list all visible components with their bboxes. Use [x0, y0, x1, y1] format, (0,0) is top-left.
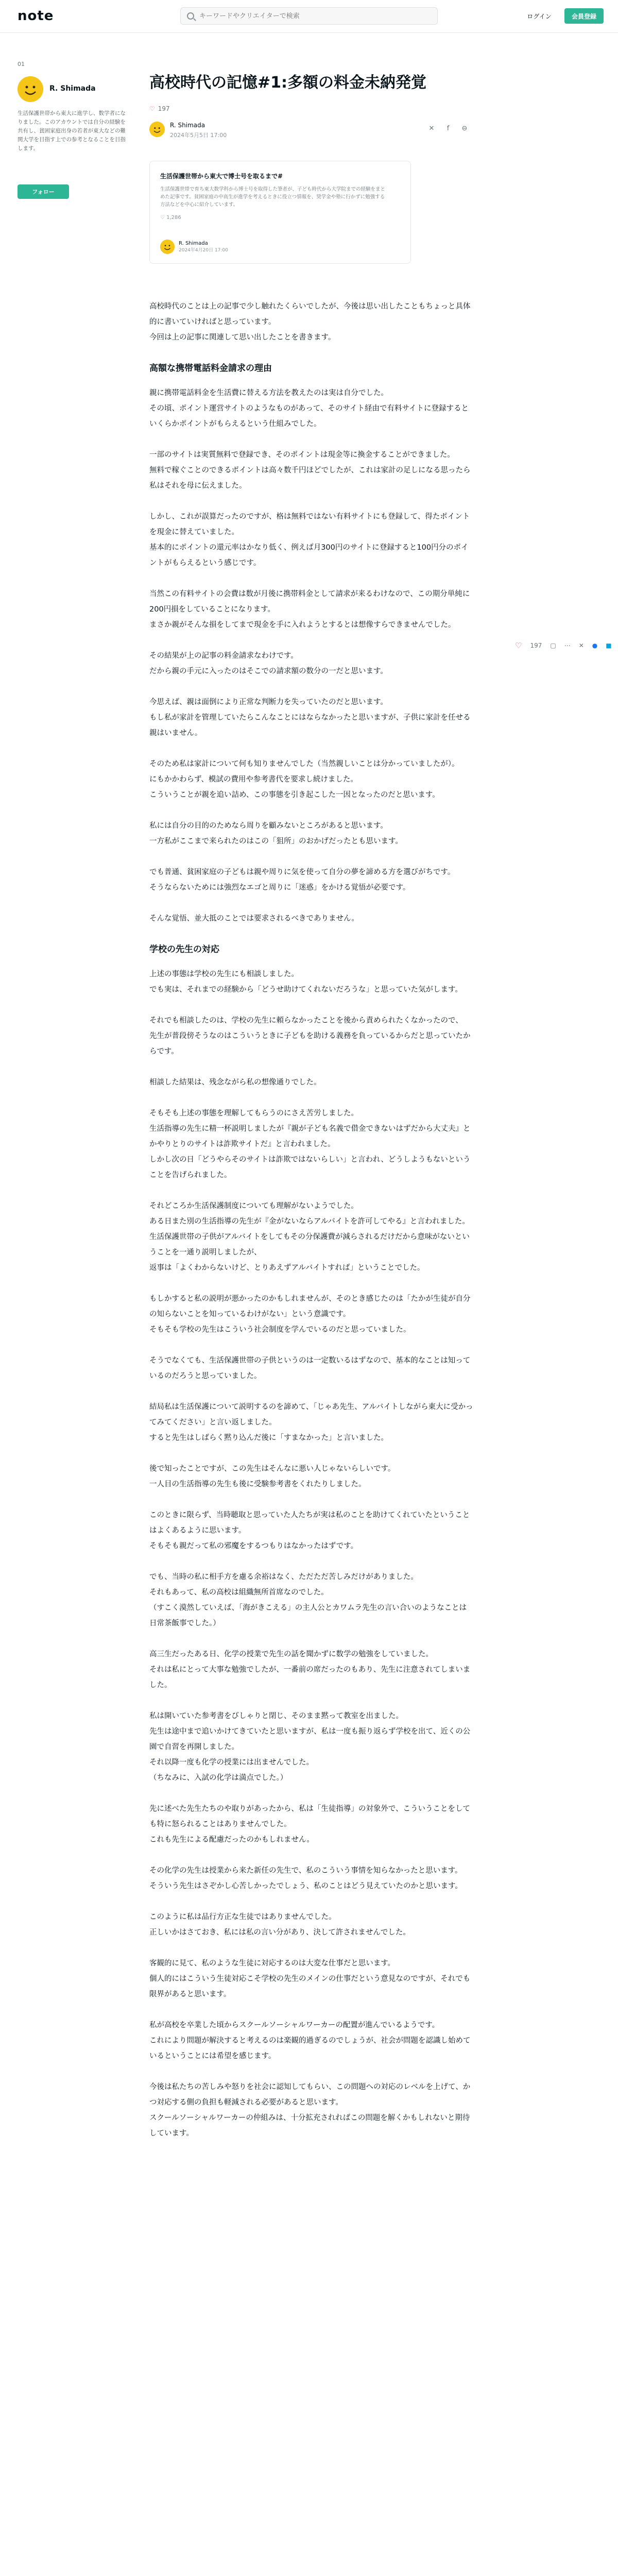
section1-heading: 高額な携帯電話料金請求の理由: [149, 363, 272, 374]
embed-date: 2024年4月20日 17:00: [179, 248, 228, 253]
section1-content: [149, 385, 474, 926]
search-box[interactable]: [180, 7, 438, 25]
publish-date: 2024年5月5日 17:00: [170, 132, 227, 139]
paragraph: 上述の事態は学校の先生にも相談しました。 でも実は、それまでの経験から「どうせ助けてくれないだろうな」と思っていた気がします。: [149, 970, 462, 994]
paragraph: それでも相談したのは、学校の先生に頼らなかったことを後から責められたくなかったので、 先生が普段傍そうなのはこういうときに子どもを助ける義務を負っているからだと思っていたからです。: [149, 1016, 471, 1056]
paragraph: そうでなくても、生活保護世帯の子供というのは一定数いるはずなので、基本的なことは知っているのだろうと思っていました。: [149, 1357, 471, 1380]
floating-action-bar: [515, 641, 612, 650]
more-icon[interactable]: ⋯: [564, 642, 571, 649]
paragraph: 結局私は生活保護について説明するのを諦めて、「じゃあ先生、アルバイトしながら東大に受かってみてください」と言い返しました。 すると先生はしばらく黙り込んだ後に「すまなかった」と言いました。: [149, 1403, 473, 1442]
paragraph: そもそも上述の事態を理解してもらうのにさえ苦労しました。 生活指導の先生に精一杯説明しましたが『親が子ども名義で借金できないはずだから大丈夫』とかやりとりのサイトは詐欺サイトだ』と言われました。 しかし次の日「どうやらそのサイトは詐欺ではないらしい」と言われ、どうしようもないということを告げられました。: [149, 1109, 471, 1179]
paragraph: 私が高校を卒業した頃からスクールソーシャルワーカーの配置が進んでいるようです。 これにより問題が解決すると考えるのは楽観的過ぎるのでしょうが、社会が問題を認識し始めているということには希望を感じます。: [149, 2021, 471, 2060]
section2-content: [149, 967, 474, 2141]
article-likes[interactable]: [149, 105, 170, 112]
paragraph: 先に述べた先生たちのや取りがあったから、私は「生徒指導」の対象外で、こういうことをしても特に怒られることはありませんでした。 これも先生による配慮だったのかもしれません。: [149, 1805, 471, 1844]
paragraph: もしかすると私の説明が悪かったのかもしれませんが、そのとき感じたのは「たかが生徒が自分の知らないことを知っているわけがない」という意識です。 そもそも学校の先生はこういう社会制度を学んでいるのだと思っていました。: [149, 1295, 471, 1334]
hatena-icon[interactable]: ■: [606, 642, 612, 649]
paragraph: 高三生だったある日、化学の授業で先生の話を聞かずに数学の勉強をしていました。 それは私にとって大事な勉強でしたが、一番前の席だったのもあり、先生に注意されてしまいました。: [149, 1650, 471, 1689]
x-icon[interactable]: ✕: [578, 642, 584, 649]
embed-title: 生活保護世帯から東大で博士号を取るまで#: [160, 173, 283, 180]
float-like-count: 197: [530, 642, 542, 649]
paragraph: 今思えば、親は面倒により正常な判断力を失っていたのだと思います。 もし私が家計を管理していたらこんなことにはならなかったと思いますが、子供に家計を任せる親はいません。: [149, 698, 471, 737]
paragraph: 一部のサイトは実質無料で登録でき、そのポイントは現金等に換金することができました。 無料で稼ぐことのできるポイントは高々数千円ほどでしたが、これは家計の足しになる思ったら私はそれを母に伝えました。: [149, 451, 471, 490]
paragraph: 後で知ったことですが、この先生はそんなに悪い人じゃないらしいです。 一人目の生活指導の先生も後に受験参考書をくれたりしました。: [149, 1465, 396, 1488]
search-input[interactable]: [199, 12, 426, 20]
section2-heading: 学校の先生の対応: [149, 944, 219, 955]
share-icons: [427, 125, 469, 132]
like-count: 197: [158, 105, 170, 112]
article-title: 高校時代の記憶#1:多額の料金未納発覚: [149, 74, 427, 92]
login-button[interactable]: ログイン: [520, 8, 558, 24]
paragraph: 高校時代のことは上の記事で少し触れたくらいでしたが、今後は思い出したこともちょっと具体的に書いていければと思っています。 今回は上の記事に関連して思い出したことを書きます。: [149, 302, 471, 342]
comment-icon[interactable]: ▢: [550, 642, 556, 649]
paragraph: 私は開いていた参考書をびしゃりと閉じ、そのまま黙って教室を出ました。 先生は途中まで追いかけてきていたと思いますが、私は一度も振り返らず学校を出て、近くの公園で自習を再開しました。 それ以降一度も化学の授業には出ませんでした。 （ちなみに、入試の化学は満点でした。）: [149, 1712, 471, 1782]
paragraph: 親に携帯電話料金を生活費に替える方法を教えたのは実は自分でした。 その頃、ポイント運営サイトのようなものがあって、そのサイト経由で有料サイトに登録するといくらかポイントがもらえるという仕組みでした。: [149, 389, 469, 428]
sidebar-label: 01: [18, 61, 25, 67]
paragraph: しかし、これが誤算だったのですが、格は無料ではない有料サイトにも登録して、得たポイントを現金に替えていました。 基本的にポイントの還元率はかなり低く、例えば月300円のサイトに登録すると100円分のポイントがもらえるという感じです。: [149, 513, 470, 567]
note-logo[interactable]: note: [18, 8, 54, 24]
heart-icon: ♡: [149, 105, 155, 112]
paragraph: 当然この有料サイトの会費は数が月後に携帯料金として請求が来るわけなので、この期分単純に200円損をしていることになります。 まさか親がそんな損をしてまで現金を手に入れようとするとは想像すらできませんでした。: [149, 590, 470, 629]
top-bar: [0, 0, 618, 33]
paragraph: そのため私は家計について何も知りませんでした（当然親しいことは分かっていましたが）。 にもかかわらず、模試の費用や参考書代を要求し続けました。 こういうことが親を追い詰め、この事態を引き起こした一因となったのだと思います。: [149, 760, 459, 799]
author-avatar[interactable]: [18, 76, 43, 102]
embed-author: [160, 240, 228, 254]
embed-author-avatar: [160, 240, 175, 254]
embedded-article-card[interactable]: [149, 161, 411, 264]
paragraph: 今後は私たちの苦しみや怒りを社会に認知してもらい、この問題への対応のレベルを上げて、かつ対応する側の負担も軽減される必要があると思います。 スクールソーシャルワーカーの仲組みは、十分拡充されればこの問題を解くかもしれないと期待しています。: [149, 2083, 471, 2138]
paragraph: 客観的に見て、私のような生徒に対応するのは大変な仕事だと思います。 個人的にはこういう生徒対応こそ学校の先生のメインの仕事だという意見なのですが、それでも限界があると思います。: [149, 1959, 471, 1998]
paragraph: このように私は品行方正な生徒ではありませんでした。 正しいかはさておき、私には私の言い分があり、決して許されませんでした。: [149, 1913, 410, 1937]
author-row: [149, 120, 469, 140]
paragraph: でも普通、貧困家庭の子どもは親や周りに気を使って自分の夢を諦める方を選びがちです。 そうならないためには強烈なエゴと周りに「迷惑」をかける覚悟が必要です。: [149, 868, 455, 892]
facebook-icon[interactable]: ●: [592, 642, 598, 649]
paragraph: その結果が上の記事の料金請求なわけです。 だから親の手元に入ったのはそこでの請求額の数分の一だと思います。: [149, 652, 388, 675]
intro-section: [149, 299, 474, 345]
article-body: [149, 299, 474, 2157]
link-icon[interactable]: ⊖: [461, 125, 468, 132]
embed-likes: ♡ 1,286: [160, 215, 181, 221]
sidebar-author-bio: 生活保護世帯から東大に進学し、数学者になりました。このアカウントでは自分の経験を共有し、貧困家庭出身の若者が東大などの難関大学を目指す上での参考となることを目指します。: [18, 110, 126, 151]
heart-icon[interactable]: ♡: [515, 641, 522, 650]
embed-author-name: R. Shimada: [179, 241, 208, 246]
paragraph: でも、当時の私に相手方を慮る余裕はなく、ただただ苦しみだけがありました。 それもあって、私の高校は組織無所首席なのでした。 （すこく漠然していえば、「海がきこえる」の主人公とカワムラ先生の言い合いのようなことは日常茶飯事でした。）: [149, 1573, 467, 1628]
paragraph: このときに限らず、当時聴取と思っていた人たちが実は私のことを助けてくれていたということはよくあるように思います。 そもそも親だって私の邪魔をするつもりはなかったはずです。: [149, 1511, 470, 1550]
embed-excerpt: 生活保護世帯で育ち東大数学科から博士号を取得した筆者が、子ども時代から大学院までの経験をまとめた記事です。貧困家庭の中高生が進学を考えるときに役立つ情報を、奨学金や塾に行かずに勉強する方法などを中心に紹介しています。: [160, 187, 386, 208]
author-name[interactable]: R. Shimada: [170, 122, 205, 129]
paragraph: その化学の先生は授業から来た新任の先生で、私のこういう事情を知らなかったと思います。 そういう先生はさぞかし心苦しかったでしょう、私のことはどう見えていたのかと思います。: [149, 1867, 462, 1890]
signup-button[interactable]: 会員登録: [564, 8, 604, 24]
search-icon: [187, 12, 194, 20]
author-avatar-small[interactable]: [149, 122, 165, 137]
sidebar-author-name[interactable]: R. Shimada: [49, 84, 96, 93]
paragraph: 相談した結果は、残念ながら私の想像通りでした。: [149, 1078, 321, 1087]
sidebar-follow-button[interactable]: フォロー: [18, 184, 69, 199]
paragraph: そんな覚悟、並大抵のことでは要求されるべきでありません。: [149, 914, 359, 923]
facebook-icon[interactable]: f: [447, 125, 450, 132]
paragraph: それどころか生活保護制度についても理解がないようでした。 ある日また別の生活指導の先生が『金がないならアルバイトを許可してやる』と言われました。 生活保護世帯の子供がアルバイトをしてもその分保護費が減らされるだけだから意味がないということを一通り説明しましたが、 返事は「よくわからないけど、とりあえずアルバイトすれば」ということでした。: [149, 1202, 470, 1272]
x-icon[interactable]: ✕: [428, 125, 435, 132]
paragraph: 私には自分の目的のためなら周りを顧みないところがあると思います。 一方私がここまで来られたのはこの「狙所」のおかげだったとも思います。: [149, 822, 403, 845]
